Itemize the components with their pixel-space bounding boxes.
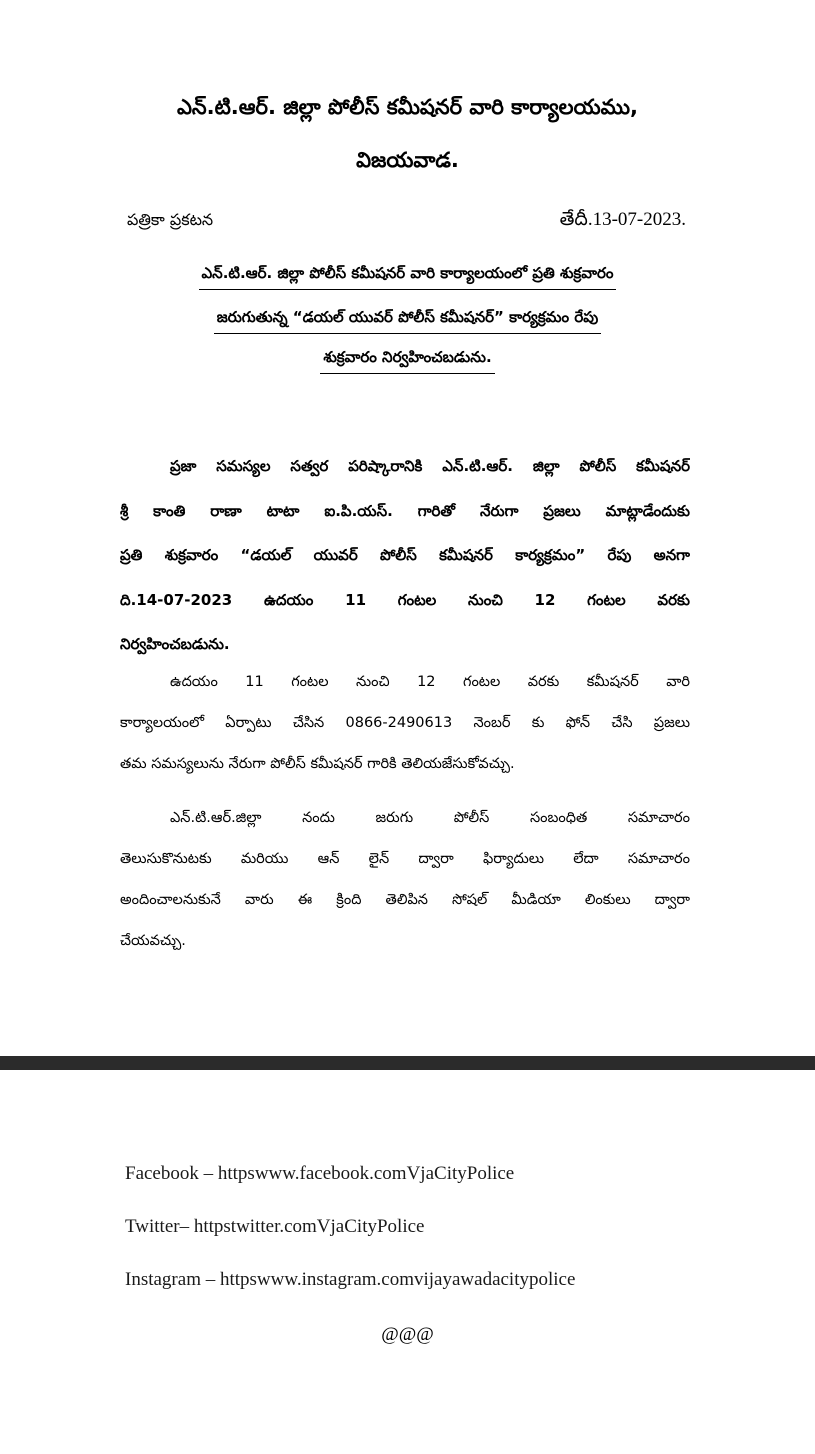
office-city: విజయవాడ.: [356, 148, 459, 172]
subject-line: [0, 344, 815, 374]
paragraph-line: శ్రీ కాంతి రాణా టాటా ఐ.పి.యస్. గారితో నేరుగా ప్రజలు మాట్లాడేందుకు: [120, 501, 690, 520]
office-title: ఎన్.టి.ఆర్. జిల్లా పోలీస్ కమీషనర్ వారి కార్యాలయము,: [176, 95, 639, 119]
subject-line-3: శుక్రవారం నిర్వహించబడును.: [320, 344, 494, 374]
facebook-link[interactable]: Facebook – httpswww.facebook.comVjaCityPolice: [125, 1163, 515, 1184]
subject-line: [0, 260, 815, 290]
instagram-link[interactable]: Instagram – httpswww.instagram.comvijayawadacitypolice: [125, 1269, 576, 1290]
subject-line-2: జరుగుతున్న “డయల్ యువర్ పోలీస్ కమీషనర్” కార్యక్రమం రేపు: [214, 304, 602, 334]
paragraph-social: [120, 798, 690, 962]
twitter-link[interactable]: Twitter– httpstwitter.comVjaCityPolice: [125, 1216, 425, 1237]
paragraph-line: కార్యాలయంలో ఏర్పాటు చేసిన 0866-2490613 నెంబర్ కు ఫోన్ చేసి ప్రజలు: [120, 715, 690, 731]
paragraph-line: తెలుసుకొనుటకు మరియు ఆన్ లైన్ ద్వారా ఫిర్యాదులు లేదా సమాచారం: [120, 851, 690, 867]
release-date: తేదీ.13-07-2023.: [559, 209, 686, 230]
paragraph-line: ఉదయం 11 గంటల నుంచి 12 గంటల వరకు కమీషనర్ వారి: [170, 674, 690, 690]
paragraph-line: ప్రతి శుక్రవారం “డయల్ యువర్ పోలీస్ కమీషనర్ కార్యక్రమం” రేపు అనగా: [120, 546, 690, 564]
paragraph-phone: [120, 662, 690, 785]
paragraph-line: ది.14-07-2023 ఉదయం 11 గంటల నుంచి 12 గంటల వరకు: [120, 590, 690, 609]
paragraph-line: ప్రజా సమస్యల సత్వర పరిష్కారానికి ఎన్.టి.ఆర్. జిల్లా పోలీస్ కమీషనర్: [170, 457, 690, 475]
subject-line-1: ఎన్.టి.ఆర్. జిల్లా పోలీస్ కమీషనర్ వారి కార్యాలయంలో ప్రతి శుక్రవారం: [199, 260, 617, 290]
end-mark: @@@: [381, 1324, 434, 1345]
page-separator: [0, 1056, 815, 1070]
paragraph-line: ఎన్.టి.ఆర్.జిల్లా నందు జరుగు పోలీస్ సంబంధిత సమాచారం: [170, 810, 690, 826]
paragraph-line: అందించాలనుకునే వారు ఈ క్రింది తెలిపిన సోషల్ మీడియా లింకులు ద్వారా: [120, 892, 690, 908]
paragraph-line: తమ సమస్యలును నేరుగా పోలీస్ కమీషనర్ గారికి తెలియజేసుకోవచ్చు.: [120, 756, 515, 772]
paragraph-line: నిర్వహించబడును.: [120, 635, 230, 653]
subject-line: [0, 304, 815, 334]
paragraph-announcement: [120, 444, 690, 667]
release-type: పత్రికా ప్రకటన: [127, 210, 214, 229]
paragraph-line: చేయవచ్చు.: [120, 933, 186, 949]
